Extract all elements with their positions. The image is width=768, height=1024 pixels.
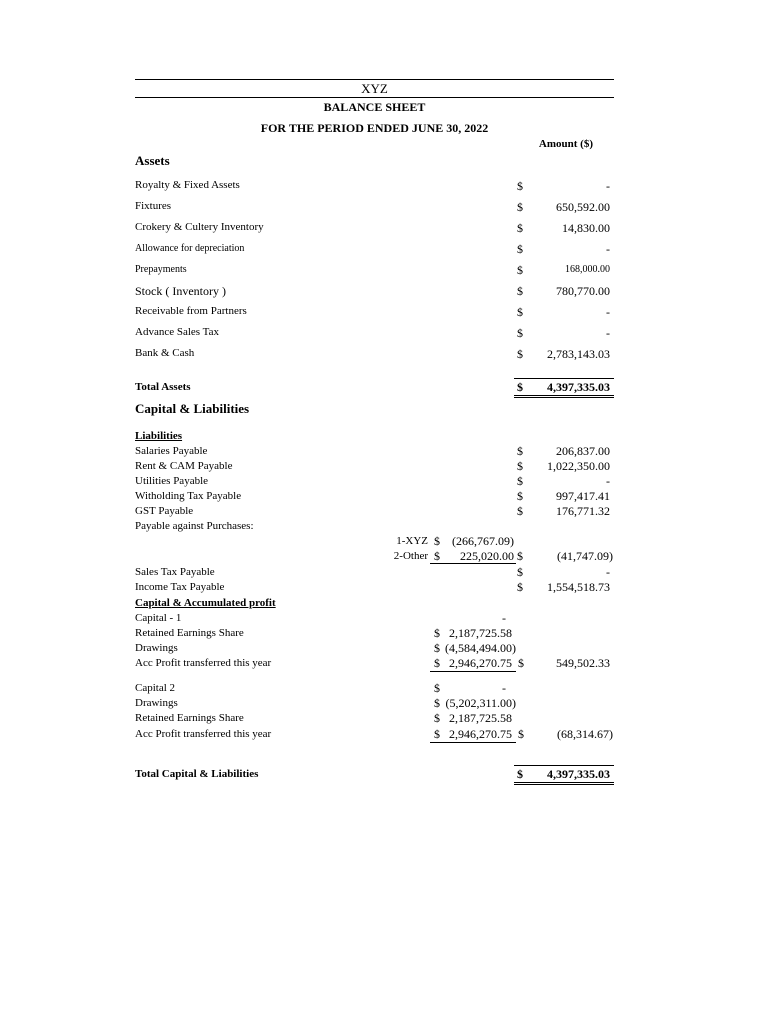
currency-symbol: $ [517, 179, 523, 193]
currency-symbol: $ [434, 696, 440, 710]
report-period: FOR THE PERIOD ENDED JUNE 30, 2022 [260, 121, 489, 135]
asset-amount: 168,000.00 [565, 264, 610, 275]
currency-symbol: $ [517, 200, 523, 214]
header-bottom-rule [135, 97, 614, 98]
capital1-total: 549,502.33 [556, 656, 610, 670]
currency-symbol: $ [518, 727, 524, 741]
liability-label: Utilities Payable [135, 475, 209, 487]
currency-symbol: $ [517, 326, 523, 340]
income-tax-label: Income Tax Payable [135, 581, 225, 593]
asset-label: Fixtures [135, 200, 172, 212]
currency-symbol: $ [517, 380, 523, 394]
purchases-total: (41,747.09) [557, 549, 613, 563]
asset-amount: - [606, 242, 610, 256]
asset-amount: 14,830.00 [562, 221, 610, 235]
asset-amount: 650,592.00 [556, 200, 610, 214]
capital2-total: (68,314.67) [557, 727, 613, 741]
asset-label: Bank & Cash [135, 347, 195, 359]
retained-earnings-amount: 2,187,725.58 [449, 711, 512, 725]
asset-label: Prepayments [135, 264, 187, 275]
currency-symbol: $ [434, 681, 440, 695]
acc-profit-amount: 2,946,270.75 [449, 727, 512, 741]
purchases-sub-label: 2-Other [393, 550, 428, 562]
amount-column-header: Amount ($) [538, 138, 593, 150]
currency-symbol: $ [518, 656, 524, 670]
acc-profit-amount: 2,946,270.75 [449, 656, 512, 670]
currency-symbol: $ [517, 284, 523, 298]
liability-label: GST Payable [135, 505, 194, 517]
purchases-sub-amount: (266,767.09) [452, 534, 514, 548]
acc-profit-label: Acc Profit transferred this year [135, 657, 272, 669]
liability-amount: - [606, 474, 610, 488]
asset-amount: - [606, 305, 610, 319]
currency-symbol: $ [517, 767, 523, 781]
purchases-subtotal-rule [430, 563, 516, 564]
currency-symbol: $ [434, 656, 440, 670]
total-assets-amount: 4,397,335.03 [547, 380, 610, 394]
capital1-amount: - [502, 611, 506, 625]
currency-symbol: $ [434, 727, 440, 741]
liability-amount: 206,837.00 [556, 444, 610, 458]
currency-symbol: $ [517, 242, 523, 256]
liability-amount: 1,022,350.00 [547, 459, 610, 473]
income-tax-amount: 1,554,518.73 [547, 580, 610, 594]
retained-earnings-amount: 2,187,725.58 [449, 626, 512, 640]
asset-label: Royalty & Fixed Assets [135, 179, 240, 191]
liability-label: Salaries Payable [135, 445, 208, 457]
currency-symbol: $ [517, 221, 523, 235]
capital2-subtotal-rule [430, 742, 516, 743]
asset-label: Receivable from Partners [135, 305, 247, 317]
asset-label: Advance Sales Tax [135, 326, 219, 338]
total-assets-label: Total Assets [135, 381, 191, 393]
currency-symbol: $ [517, 580, 523, 594]
capital2-label: Capital 2 [135, 682, 176, 694]
capital1-label: Capital - 1 [135, 612, 182, 624]
capital-heading: Capital & Accumulated profit [135, 597, 276, 609]
currency-symbol: $ [517, 459, 523, 473]
asset-label: Stock ( Inventory ) [135, 284, 226, 298]
currency-symbol: $ [517, 504, 523, 518]
assets-heading: Assets [135, 153, 170, 168]
capital2-amount: - [502, 681, 506, 695]
sales-tax-amount: - [606, 565, 610, 579]
currency-symbol: $ [517, 347, 523, 361]
liability-label: Rent & CAM Payable [135, 460, 233, 472]
asset-amount: - [606, 179, 610, 193]
currency-symbol: $ [434, 711, 440, 725]
total-cl-label: Total Capital & Liabilities [135, 768, 259, 780]
total-assets-double-rule [514, 397, 614, 398]
currency-symbol: $ [434, 626, 440, 640]
liability-label: Witholding Tax Payable [135, 490, 242, 502]
drawings-label: Drawings [135, 642, 178, 654]
drawings-label: Drawings [135, 697, 178, 709]
sales-tax-label: Sales Tax Payable [135, 566, 215, 578]
currency-symbol: $ [517, 489, 523, 503]
liability-amount: 176,771.32 [556, 504, 610, 518]
total-cl-amount: 4,397,335.03 [547, 767, 610, 781]
report-title: BALANCE SHEET [323, 100, 426, 114]
header-top-rule [135, 79, 614, 80]
asset-label: Crokery & Cultery Inventory [135, 221, 264, 233]
drawings-amount: (4,584,494.00) [445, 641, 516, 655]
purchases-sub-label: 1-XYZ [396, 535, 428, 547]
currency-symbol: $ [517, 263, 523, 277]
currency-symbol: $ [517, 444, 523, 458]
retained-earnings-label: Retained Earnings Share [135, 712, 244, 724]
liability-amount: 997,417.41 [556, 489, 610, 503]
asset-amount: - [606, 326, 610, 340]
company-name: XYZ [361, 81, 388, 96]
asset-amount: 2,783,143.03 [547, 347, 610, 361]
asset-label: Allowance for depreciation [135, 243, 245, 254]
capital-liabilities-heading: Capital & Liabilities [135, 401, 250, 416]
total-cl-top-rule [514, 765, 614, 766]
liabilities-heading: Liabilities [135, 430, 183, 442]
drawings-amount: (5,202,311.00) [445, 696, 516, 710]
currency-symbol: $ [517, 474, 523, 488]
asset-amount: 780,770.00 [556, 284, 610, 298]
acc-profit-label: Acc Profit transferred this year [135, 728, 272, 740]
currency-symbol: $ [517, 565, 523, 579]
capital1-subtotal-rule [430, 671, 516, 672]
purchases-label: Payable against Purchases: [135, 520, 254, 532]
purchases-sub-amount: 225,020.00 [460, 549, 514, 563]
total-cl-double-rule [514, 784, 614, 785]
total-assets-rule [514, 395, 614, 396]
currency-symbol: $ [517, 549, 523, 563]
currency-symbol: $ [434, 549, 440, 563]
currency-symbol: $ [517, 305, 523, 319]
total-assets-top-rule [514, 378, 614, 379]
currency-symbol: $ [434, 641, 440, 655]
total-cl-rule [514, 782, 614, 783]
currency-symbol: $ [434, 534, 440, 548]
retained-earnings-label: Retained Earnings Share [135, 627, 244, 639]
